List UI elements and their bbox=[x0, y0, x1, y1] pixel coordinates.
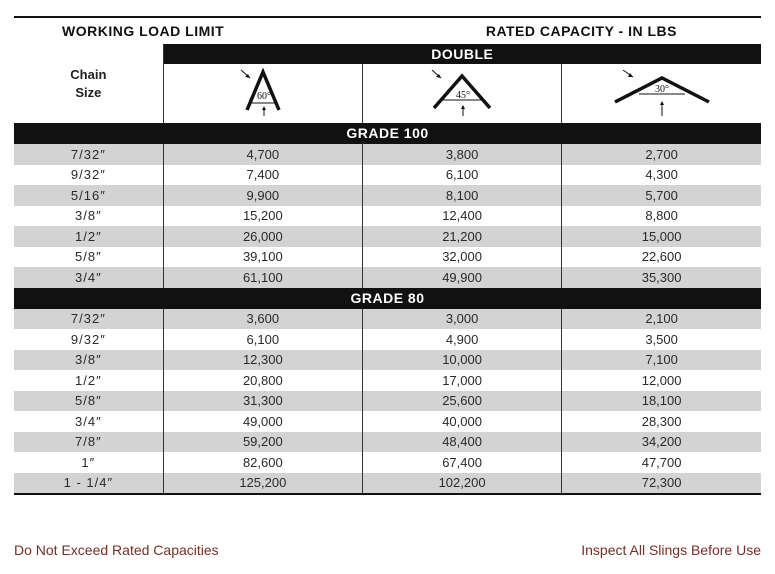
capacity-30-cell: 34,200 bbox=[562, 432, 761, 453]
capacity-45-cell: 40,000 bbox=[362, 411, 561, 432]
capacity-60-cell: 61,100 bbox=[163, 267, 362, 288]
angle-60-label: 60° bbox=[256, 91, 271, 102]
chain-size-cell: 3/4″ bbox=[14, 267, 163, 288]
chain-size-cell: 9/32″ bbox=[14, 329, 163, 350]
capacity-45-cell: 3,000 bbox=[362, 309, 561, 330]
capacity-30-cell: 5,700 bbox=[562, 185, 761, 206]
capacity-30-cell: 18,100 bbox=[562, 391, 761, 412]
sling-60-icon bbox=[233, 64, 293, 118]
capacity-30-cell: 35,300 bbox=[562, 267, 761, 288]
chain-size-cell: 7/32″ bbox=[14, 144, 163, 165]
capacity-45-cell: 17,000 bbox=[362, 370, 561, 391]
capacity-60-cell: 12,300 bbox=[163, 350, 362, 371]
capacity-30-cell: 7,100 bbox=[562, 350, 761, 371]
capacity-30-cell: 2,100 bbox=[562, 309, 761, 330]
angle-45-diagram bbox=[362, 64, 561, 123]
sling-30-icon bbox=[607, 64, 717, 118]
table-row bbox=[14, 226, 761, 247]
chain-size-cell: 7/32″ bbox=[14, 309, 163, 330]
capacity-45-cell: 21,200 bbox=[362, 226, 561, 247]
capacity-60-cell: 7,400 bbox=[163, 165, 362, 186]
capacity-30-cell: 3,500 bbox=[645, 331, 678, 347]
capacity-60-cell: 20,800 bbox=[163, 370, 362, 391]
capacity-table bbox=[14, 44, 761, 493]
grade-section-header: GRADE 100 bbox=[14, 123, 761, 144]
capacity-45-cell: 12,400 bbox=[362, 206, 561, 227]
capacity-60-cell: 49,000 bbox=[163, 411, 362, 432]
chain-size-header: Chain Size bbox=[14, 44, 163, 123]
table-row bbox=[14, 370, 761, 391]
capacity-60-cell: 82,600 bbox=[163, 452, 362, 473]
capacity-30-cell: 8,800 bbox=[645, 208, 678, 224]
capacity-30-cell: 72,300 bbox=[562, 473, 761, 494]
table-row bbox=[14, 452, 761, 473]
table-row bbox=[14, 411, 761, 432]
capacity-30-cell: 2,700 bbox=[562, 144, 761, 165]
chain-size-cell: 1″ bbox=[14, 452, 163, 473]
capacity-60-cell: 26,000 bbox=[163, 226, 362, 247]
capacity-60-cell: 3,600 bbox=[163, 309, 362, 330]
capacity-45-cell: 10,000 bbox=[362, 350, 561, 371]
capacity-45-cell: 3,800 bbox=[362, 144, 561, 165]
chain-size-cell: 1/2″ bbox=[14, 370, 163, 391]
capacity-45-cell: 49,900 bbox=[362, 267, 561, 288]
chain-size-cell: 5/16″ bbox=[14, 185, 163, 206]
angle-30-label: 30° bbox=[654, 84, 669, 95]
capacity-45-cell: 8,100 bbox=[362, 185, 561, 206]
capacity-60-cell: 59,200 bbox=[163, 432, 362, 453]
capacity-60-cell: 9,900 bbox=[163, 185, 362, 206]
capacity-60-cell: 39,100 bbox=[163, 247, 362, 268]
table-row bbox=[14, 350, 761, 371]
chain-size-cell: 5/8″ bbox=[14, 391, 163, 412]
capacity-30-cell: 12,000 bbox=[641, 372, 682, 388]
chain-size-cell: 9/32″ bbox=[14, 165, 163, 186]
double-header: DOUBLE bbox=[163, 44, 761, 64]
capacity-45-cell: 4,900 bbox=[362, 329, 561, 350]
capacity-45-cell: 6,100 bbox=[362, 165, 561, 186]
working-load-limit-title: WORKING LOAD LIMIT bbox=[62, 23, 225, 39]
capacity-45-cell: 32,000 bbox=[362, 247, 561, 268]
chain-size-cell: 7/8″ bbox=[14, 432, 163, 453]
chain-size-cell: 3/4″ bbox=[14, 411, 163, 432]
table-row bbox=[14, 165, 761, 186]
rated-capacity-title: RATED CAPACITY - IN LBS bbox=[485, 23, 677, 39]
angle-45-label: 45° bbox=[456, 90, 471, 101]
table-row bbox=[14, 144, 761, 165]
sling-45-icon bbox=[422, 64, 502, 118]
table-row bbox=[14, 309, 761, 330]
table-row bbox=[14, 267, 761, 288]
chain-size-cell: 1 - 1/4″ bbox=[14, 473, 163, 494]
angle-60-diagram bbox=[163, 64, 362, 123]
footer-inspection-note: Inspect All Slings Before Use bbox=[581, 542, 761, 558]
footer-warning: Do Not Exceed Rated Capacities bbox=[14, 542, 219, 558]
capacity-45-cell: 102,200 bbox=[362, 473, 561, 494]
capacity-30-cell: 22,600 bbox=[641, 249, 682, 265]
grade-section-header: GRADE 80 bbox=[14, 288, 761, 309]
capacity-45-cell: 25,600 bbox=[362, 391, 561, 412]
table-row bbox=[14, 206, 761, 227]
capacity-60-cell: 125,200 bbox=[163, 473, 362, 494]
chain-size-cell: 1/2″ bbox=[14, 226, 163, 247]
capacity-60-cell: 31,300 bbox=[163, 391, 362, 412]
table-row bbox=[14, 391, 761, 412]
chain-size-cell: 5/8″ bbox=[14, 247, 163, 268]
angle-30-diagram bbox=[562, 64, 761, 123]
table-bottom-rule bbox=[14, 493, 761, 495]
table-row bbox=[14, 247, 761, 268]
capacity-45-cell: 67,400 bbox=[362, 452, 561, 473]
chain-size-cell: 3/8″ bbox=[14, 206, 163, 227]
table-row bbox=[14, 185, 761, 206]
table-row bbox=[14, 329, 761, 350]
capacity-45-cell: 48,400 bbox=[362, 432, 561, 453]
capacity-30-cell: 28,300 bbox=[641, 413, 682, 429]
capacity-30-cell: 15,000 bbox=[562, 226, 761, 247]
capacity-60-cell: 4,700 bbox=[163, 144, 362, 165]
title-row bbox=[14, 16, 761, 46]
capacity-30-cell: 4,300 bbox=[645, 167, 678, 183]
chain-size-cell: 3/8″ bbox=[14, 350, 163, 371]
capacity-60-cell: 15,200 bbox=[163, 206, 362, 227]
capacity-60-cell: 6,100 bbox=[163, 329, 362, 350]
capacity-30-cell: 47,700 bbox=[641, 454, 682, 470]
table-row bbox=[14, 432, 761, 453]
table-row bbox=[14, 473, 761, 494]
